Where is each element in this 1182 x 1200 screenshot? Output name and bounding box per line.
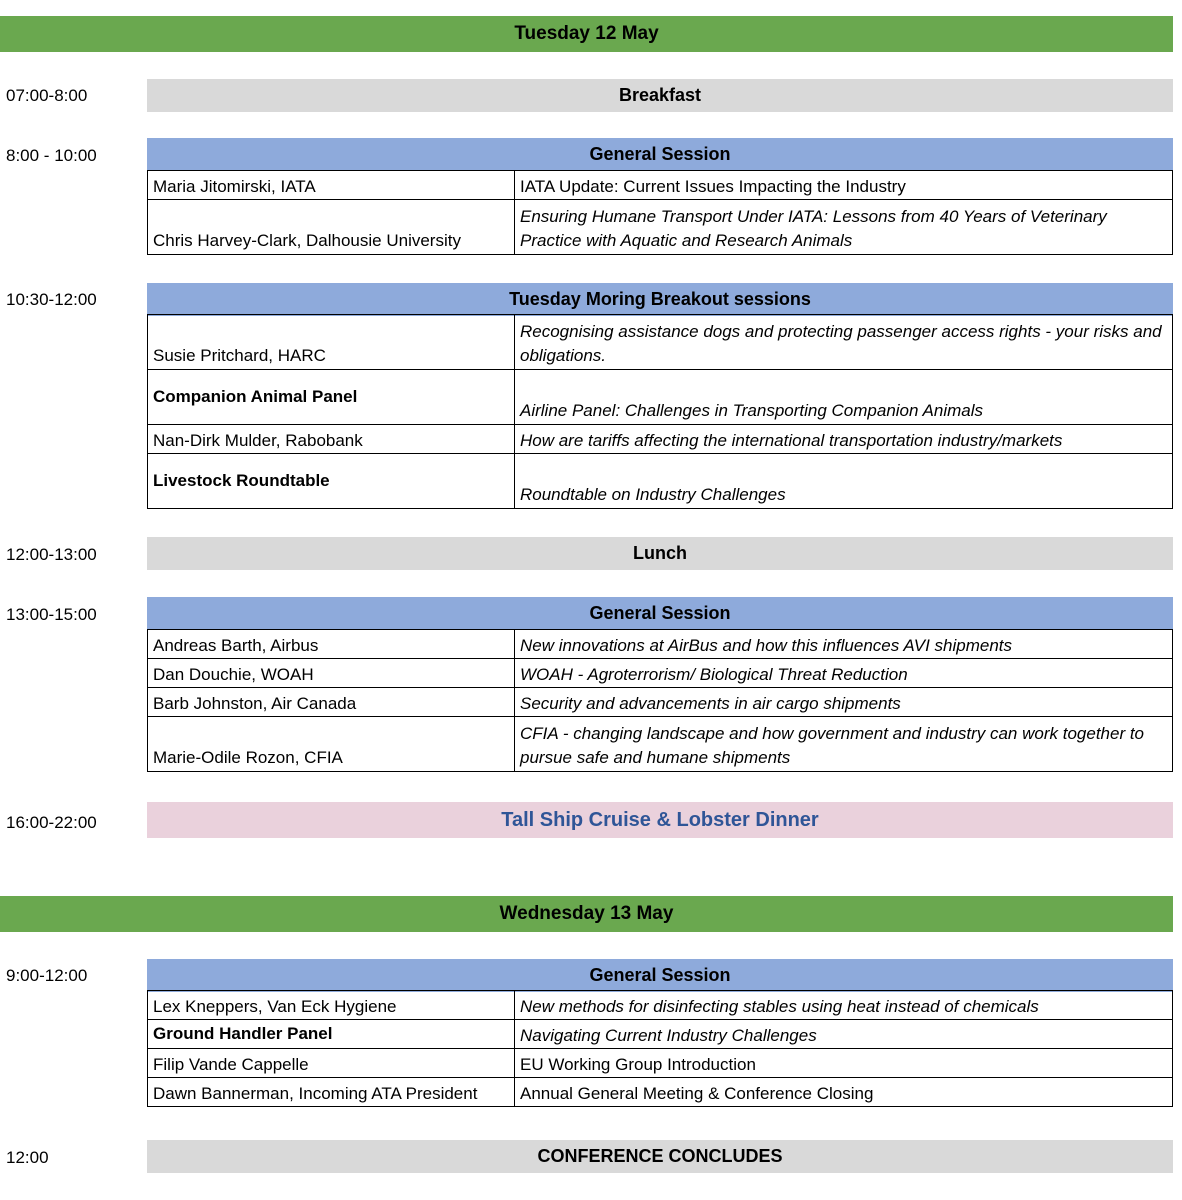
- session-header: Tuesday Moring Breakout sessions: [147, 283, 1173, 316]
- session-table: [147, 629, 1173, 772]
- table-row: [148, 425, 1173, 454]
- session-header: General Session: [147, 959, 1173, 992]
- speaker-cell: Filip Vande Cappelle: [148, 1049, 515, 1078]
- talk-cell: EU Working Group Introduction: [515, 1049, 1173, 1078]
- speaker-cell: Ground Handler Panel: [148, 1020, 515, 1049]
- talk-cell: Recognising assistance dogs and protecting passenger access rights - your risks and obligations.: [515, 315, 1173, 370]
- table-row: [148, 1078, 1173, 1107]
- table-row: [148, 315, 1173, 370]
- speaker-cell: Marie-Odile Rozon, CFIA: [148, 717, 515, 772]
- social-event-bar: Tall Ship Cruise & Lobster Dinner: [147, 802, 1173, 838]
- talk-cell: WOAH - Agroterrorism/ Biological Threat Reduction: [515, 659, 1173, 688]
- speaker-cell: Livestock Roundtable: [148, 454, 515, 509]
- speaker-cell: Barb Johnston, Air Canada: [148, 688, 515, 717]
- session-header: General Session: [147, 138, 1173, 171]
- day-header-wednesday: Wednesday 13 May: [0, 896, 1173, 932]
- slot-time: 12:00-13:00: [6, 545, 97, 564]
- table-row: [148, 200, 1173, 255]
- table-row: [148, 171, 1173, 200]
- table-row: [148, 630, 1173, 659]
- speaker-cell: Susie Pritchard, HARC: [148, 315, 515, 370]
- slot-time: 07:00-8:00: [6, 86, 88, 105]
- table-row: [148, 454, 1173, 509]
- breakfast-bar: Breakfast: [147, 79, 1173, 112]
- session-table: [147, 990, 1173, 1107]
- speaker-cell: Nan-Dirk Mulder, Rabobank: [148, 425, 515, 454]
- slot-time: 9:00-12:00: [6, 966, 88, 985]
- speaker-cell: Andreas Barth, Airbus: [148, 630, 515, 659]
- talk-cell: Roundtable on Industry Challenges: [515, 454, 1173, 509]
- table-row: [148, 688, 1173, 717]
- day-header-tuesday: Tuesday 12 May: [0, 16, 1173, 52]
- talk-cell: New innovations at AirBus and how this influences AVI shipments: [515, 630, 1173, 659]
- speaker-cell: Chris Harvey-Clark, Dalhousie University: [148, 200, 515, 255]
- session-table: [147, 170, 1173, 255]
- talk-cell: IATA Update: Current Issues Impacting the Industry: [515, 171, 1173, 200]
- slot-time: 16:00-22:00: [6, 813, 97, 832]
- talk-cell: CFIA - changing landscape and how government and industry can work together to pursue safe and humane shipments: [515, 717, 1173, 772]
- speaker-cell: Companion Animal Panel: [148, 370, 515, 425]
- table-row: [148, 1049, 1173, 1078]
- speaker-cell: Lex Kneppers, Van Eck Hygiene: [148, 991, 515, 1020]
- slot-time: 10:30-12:00: [6, 290, 97, 309]
- speaker-cell: Dan Douchie, WOAH: [148, 659, 515, 688]
- talk-cell: Security and advancements in air cargo shipments: [515, 688, 1173, 717]
- talk-cell: How are tariffs affecting the international transportation industry/markets: [515, 425, 1173, 454]
- talk-cell: Ensuring Humane Transport Under IATA: Lessons from 40 Years of Veterinary Practice with Aquatic and Research Animals: [515, 200, 1173, 255]
- talk-cell: Annual General Meeting & Conference Closing: [515, 1078, 1173, 1107]
- table-row: [148, 659, 1173, 688]
- slot-time: 13:00-15:00: [6, 605, 97, 624]
- talk-cell: Navigating Current Industry Challenges: [515, 1020, 1173, 1049]
- talk-cell: New methods for disinfecting stables using heat instead of chemicals: [515, 991, 1173, 1020]
- session-header: General Session: [147, 597, 1173, 630]
- table-row: [148, 717, 1173, 772]
- lunch-bar: Lunch: [147, 537, 1173, 570]
- table-row: [148, 1020, 1173, 1049]
- talk-cell: Airline Panel: Challenges in Transporting Companion Animals: [515, 370, 1173, 425]
- table-row: [148, 991, 1173, 1020]
- speaker-cell: Maria Jitomirski, IATA: [148, 171, 515, 200]
- table-row: [148, 370, 1173, 425]
- session-table: [147, 314, 1173, 509]
- slot-time: 8:00 - 10:00: [6, 146, 97, 165]
- closing-bar: CONFERENCE CONCLUDES: [147, 1140, 1173, 1173]
- speaker-cell: Dawn Bannerman, Incoming ATA President: [148, 1078, 515, 1107]
- slot-time: 12:00: [6, 1148, 49, 1167]
